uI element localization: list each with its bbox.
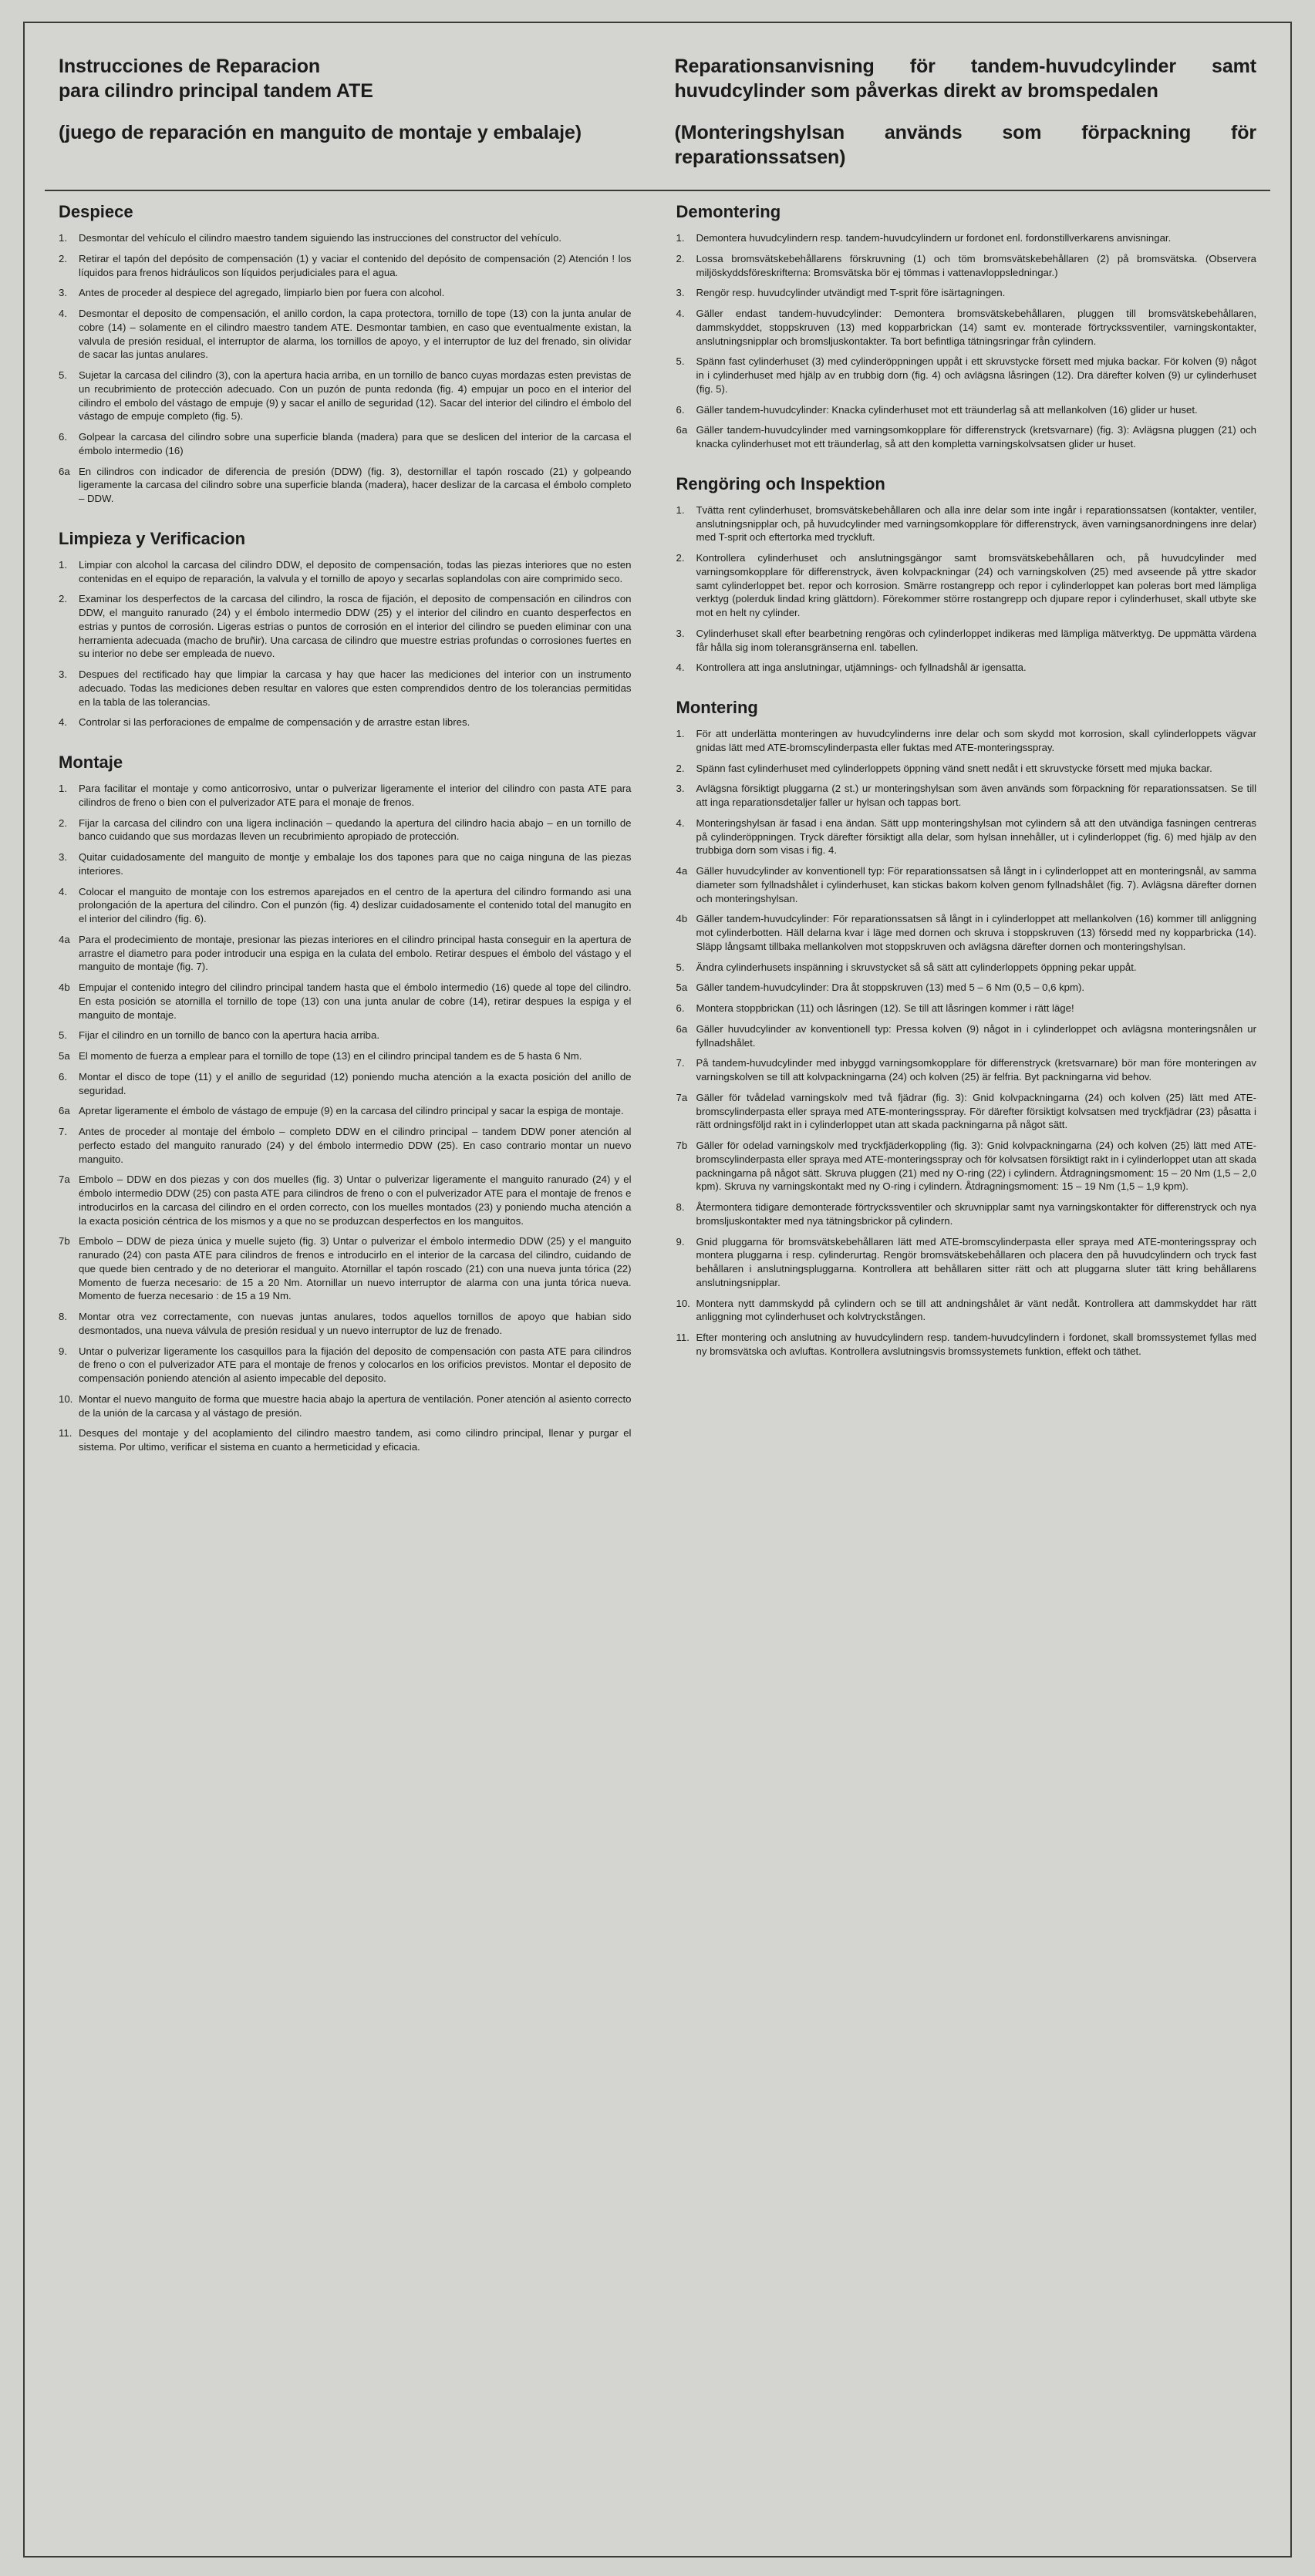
step-item <box>676 1200 1257 1228</box>
step-item <box>676 782 1257 810</box>
step-number: 8. <box>676 1201 685 1213</box>
step-number: 7b <box>59 1235 70 1248</box>
step-item <box>59 716 632 729</box>
step-number: 7a <box>676 1091 688 1103</box>
step-item <box>59 1070 632 1098</box>
step-number: 3. <box>676 783 685 795</box>
step-text: Montera stoppbrickan (11) och låsringen (12). Se till att låsringen kommer i rätt läge! <box>696 1002 1074 1014</box>
section-title: Limpieza y Verificacion <box>59 528 246 548</box>
step-number: 7b <box>676 1140 688 1151</box>
step-number: 3. <box>676 627 685 639</box>
section-title: Montaje <box>59 753 123 772</box>
title-spanish-line2: para cilindro principal tandem ATE <box>59 80 373 102</box>
step-number: 10. <box>676 1297 690 1309</box>
step-item <box>676 231 1257 245</box>
step-number: 1. <box>676 728 685 739</box>
step-item <box>59 369 632 423</box>
step-text: Gäller för odelad varningskolv med tryckfjäderkoppling (fig. 3): Gnid kolvpackningarna (24) och kolven (25) lätt med ATE-bromscylinderpasta eller spraya med ATE-monteringsspray och för kolvsatsen försiktigt rakt in i cylinderloppet utan att skada packningarna på något sätt. Skruva pluggen (21) med ny O-ring (22) i cylindern. Åtdragningsmoment: 15 – 20 Nm (1,5 – 2,0 kpm). Skruva ny varningskontakt med ny O-ring i cylindern. Åtdragningsmoment: 15 – 19 Nm (1,5 – 1,9 kpm). <box>696 1140 1256 1193</box>
step-item <box>676 423 1257 451</box>
section-steps <box>59 231 632 506</box>
step-text: Sujetar la carcasa del cilindro (3), con la apertura hacia arriba, en un tornillo de banco cuyas mordazas esten previstas de un recubrimiento de protección adecuado. Con un puzón de punta redonda (fig. 4) empujar un poco en el interior del cilindro el embolo del vástago de empuje (9) y sacar el anillo de seguridad (12). Sacar del interior del cilindro el émbolo del vástago de empuje completo (fig. 5). <box>79 369 632 423</box>
step-text: Antes de proceder al despiece del agregado, limpiarlo bien por fuera con alcohol. <box>79 287 445 299</box>
subtitle-spanish: (juego de reparación en manguito de montaje y embalaje) <box>59 122 582 143</box>
step-number: 5. <box>676 355 685 368</box>
step-number: 7a <box>59 1174 70 1186</box>
document-sheet <box>23 22 1292 2557</box>
step-text: Kontrollera att inga anslutningar, utjämnings- och fyllnadshål är igensatta. <box>696 662 1027 674</box>
step-number: 5a <box>59 1050 70 1062</box>
step-text: Retirar el tapón del depósito de compensación (1) y vaciar el contenido del depósito de compensación (2) Atención ! los líquidos para frenos hidráulicos son líquidos perjudiciales para el agua. <box>79 252 632 278</box>
step-text: Fijar la carcasa del cilindro con una ligera inclinación – quedando la apertura del cilindro hacia abajo – en un tornillo de banco cuidando que sus mordazas lleven un recubrimiento apropiado de protección. <box>79 817 632 843</box>
step-item <box>59 592 632 661</box>
step-text: Gäller för tvådelad varningskolv med två fjädrar (fig. 3): Gnid kolvpackningarna (24) och kolven (25) lätt med ATE-bromscylinderpasta eller spraya med ATE-monteringsspray. För därefter försiktigt kolvsatsen med tryckfjädrar (23) påsatta i rätt ordningsföljd rakt in i cylinderloppet utan att skada packningarna på något sätt. <box>696 1091 1256 1131</box>
step-item <box>59 933 632 974</box>
step-number: 6. <box>676 403 685 416</box>
step-item <box>59 981 632 1022</box>
subtitle-swedish: (Monteringshylsan används som förpackning för reparationssatsen) <box>674 122 1256 168</box>
header-left <box>59 54 658 170</box>
step-text: Gäller tandem-huvudcylinder med varningsomkopplare för differenstryck (kretsvarnare) (fig. 3): Avlägsna pluggen (21) och knacka cylinderhuset mot ett träunderlag, så att den kompletta varningskolvsatsen glider ur huset. <box>696 424 1256 450</box>
step-number: 2. <box>676 252 685 264</box>
step-text: Demontera huvudcylindern resp. tandem-huvudcylindern ur fordonet enl. fordonstillverkarens anvisningar. <box>696 232 1172 244</box>
section-title: Demontering <box>676 202 781 221</box>
step-item <box>676 1056 1257 1084</box>
step-number: 11. <box>676 1332 690 1343</box>
section-steps <box>676 727 1257 1359</box>
step-text: Montar el nuevo manguito de forma que muestre hacia abajo la apertura de ventilación. Poner atención al asiento correcto de la unión de la carcasa y al vástago de presión. <box>79 1392 632 1419</box>
step-text: Controlar si las perforaciones de empalme de compensación y de arrastre estan libres. <box>79 716 470 729</box>
step-item <box>676 1002 1257 1015</box>
section-steps <box>676 231 1257 451</box>
step-number: 11. <box>59 1427 72 1440</box>
step-item <box>59 1392 632 1420</box>
step-number: 9. <box>59 1345 67 1357</box>
step-text: Efter montering och anslutning av huvudcylindern resp. tandem-huvudcylindern i fordonet, skall bromssystemet fyllas med ny bromsvätska och avluftas. Kontrollera avslutningsvis bromssystemets funktion, effekt och täthet. <box>696 1332 1256 1357</box>
step-number: 5. <box>676 961 685 973</box>
step-item <box>59 465 632 506</box>
step-text: Avlägsna försiktigt pluggarna (2 st.) ur monteringshylsan som även används som förpackning för reparationssatsen. Se till att inga reparationsdetaljer faller ur hylsan och tappas bort. <box>696 783 1256 808</box>
step-text: Ändra cylinderhusets inspänning i skruvstycket så så sätt att cylinderloppets öppning pekar uppåt. <box>696 961 1137 973</box>
step-number: 2. <box>59 817 67 829</box>
step-number: 1. <box>59 558 67 571</box>
step-number: 3. <box>59 668 67 680</box>
step-number: 5a <box>676 982 688 994</box>
step-text: Gäller tandem-huvudcylinder: Knacka cylinderhuset mot ett träunderlag så att mellankolven (16) glider ur huset. <box>696 403 1198 416</box>
step-item <box>676 503 1257 544</box>
title-spanish <box>59 54 638 103</box>
step-number: 4a <box>676 865 688 877</box>
step-item <box>59 1234 632 1303</box>
step-item <box>676 1022 1257 1050</box>
step-text: Desques del montaje y del acoplamiento del cilindro maestro tandem, asi como cilindro principal, llenar y purgar el sistema. Por ultimo, verificar el sistema en cuanto a hermeticidad y eficacia. <box>79 1427 632 1453</box>
step-item <box>676 627 1257 655</box>
step-number: 2. <box>59 252 67 264</box>
step-number: 6a <box>676 1022 688 1035</box>
step-item <box>676 1297 1257 1325</box>
step-text: Golpear la carcasa del cilindro sobre una superficie blanda (madera) para que se deslicen del interior de la carcasa el émbolo intermedio (16) <box>79 431 632 456</box>
step-text: Gnid pluggarna för bromsvätskebehållaren lätt med ATE-bromscylinderpasta eller spraya med ATE-monteringsspray och montera pluggarna i resp. cylinderurtag. Rengör bromsvätskebehållaren och placera den på huvudcylindern och tryck fast behållaren i anslutningspluggarna. Kontrollera att behållaren sitter rätt och att pluggarna sluter tätt kring behållarens anslutningsnipplar. <box>696 1235 1256 1288</box>
section-title: Despiece <box>59 202 133 221</box>
step-item <box>676 1331 1257 1359</box>
step-number: 4a <box>59 933 70 945</box>
step-text: Fijar el cilindro en un tornillo de banco con la apertura hacia arriba. <box>79 1029 379 1042</box>
step-number: 4. <box>676 662 685 674</box>
step-text: Apretar ligeramente el émbolo de vástago de empuje (9) en la carcasa del cilindro principal y sacar la espiga de montaje. <box>79 1105 624 1117</box>
step-number: 4. <box>59 308 67 319</box>
step-number: 9. <box>676 1235 685 1248</box>
step-text: El momento de fuerza a emplear para el tornillo de tope (13) en el cilindro principal tandem es de 5 hasta 6 Nm. <box>79 1050 582 1062</box>
step-item <box>676 912 1257 953</box>
step-text: Återmontera tidigare demonterade förtryckssventiler och skruvnipplar samt nya varningskontakter för differenstryck och nya bromsljuskontakter med nya tätningsbrickor på cylindern. <box>696 1201 1256 1227</box>
step-text: Gäller endast tandem-huvudcylinder: Demontera bromsvätskebehållaren, pluggen till bromsvätskebehållaren, dammskyddet, stoppskruven (13) med kopparbrickan (14) samt ev. monterade förtryckssventiler, varningskontakter, anslutningsnipplar och bromsljuskontakter. Ta bort befintliga tätningsringar från cylindern. <box>696 308 1256 347</box>
step-item <box>59 782 632 810</box>
step-text: Embolo – DDW en dos piezas y con dos muelles (fig. 3) Untar o pulverizar ligeramente el manguito ranurado (24) y el émbolo intermedio DDW (25) con pasta ATE para cilindros de freno o con el pulverizador ATE para el montaje de frenos e introducirlos en la carcasa del cilindro en el orden correcto, con los muelles montados (23) y poniendo mucha atención a la exacta posición céntrica de los mismos y a que no se produzcan desperfectos en los manguitos. <box>79 1174 632 1227</box>
step-number: 7. <box>676 1057 685 1069</box>
step-item <box>676 355 1257 396</box>
step-number: 6. <box>59 431 67 443</box>
section-title: Rengöring och Inspektion <box>676 473 885 493</box>
step-number: 1. <box>59 783 67 794</box>
step-item <box>59 1345 632 1386</box>
step-number: 3. <box>59 851 67 863</box>
step-text: Tvätta rent cylinderhuset, bromsvätskebehållaren och alla inre delar som inte ingår i reparationssatsen (kontakter, ventiler, anslutningsnipplar och, på huvudcylinder med varningsomkopplare för differenstryck, även varningsanordningens inre delar) med T-sprit och eftertorka med tryckluft. <box>696 503 1256 544</box>
step-item <box>59 286 632 300</box>
step-text: En cilindros con indicador de diferencia de presión (DDW) (fig. 3), destornillar el tapón roscado (21) y golpeando ligeramente la carcasa del cilindro sobre una superficie blanda (madera), hacer deslizar de la carcasa el émbolo completo – DDW. <box>79 465 632 504</box>
step-item <box>676 864 1257 905</box>
step-item <box>59 668 632 709</box>
step-number: 5. <box>59 369 67 381</box>
step-text: Empujar el contenido integro del cilindro principal tandem hasta que el émbolo intermedio (16) quede al tope del cilindro. En esta posición se atornilla el tornillo de tope (13) con una junta anular de cobre (14), retirar despues la espiga y el manguito de montaje. <box>79 982 632 1021</box>
step-item <box>676 762 1257 776</box>
document-body <box>45 191 1270 1461</box>
step-text: Antes de proceder al montaje del émbolo – completo DDW en el cilindro principal – tandem DDW poner atención al perfecto estado del manguito ranurado (24) y del émbolo intermedio DDW (25). En caso contrario montar un nuevo manguito. <box>79 1126 632 1165</box>
step-text: Untar o pulverizar ligeramente los casquillos para la fijación del deposito de compensación con pasta ATE para cilindros de freno o con el pulverizador ATE para el montaje de frenos y colocarlos en los orificios previstos. Montar el deposito de compensación poniendo atención al asiento impecable del deposito. <box>79 1345 632 1384</box>
step-item <box>676 286 1257 300</box>
step-text: Para el prodecimiento de montaje, presionar las piezas interiores en el cilindro principal hasta conseguir en la apertura de arrastre el diametro para poder introducir una espiga en la culata del embolo. Retirar despues el émbolo del vástago y el manguito de montaje (fig. 7). <box>79 933 632 973</box>
section-steps <box>59 782 632 1454</box>
step-item <box>59 1173 632 1227</box>
title-swedish: Reparationsanvisning för tandem-huvudcylinder samt huvudcylinder som påverkas direkt av bromspedalen <box>674 56 1256 102</box>
step-text: Gäller tandem-huvudcylinder: För reparationssatsen så långt in i cylinderloppet att mellankolven (16) kommer till anliggning mot cylinderbotten. Häll delarna kvar i läge med dornen och skruva i stoppskruven (13) försedd med ny kopparbricka (14). Släpp långsamt tillbaka mellankolven mot stoppskruven och avlägsna därefter dornen och monteringshylsan. <box>696 913 1256 952</box>
step-number: 2. <box>676 762 685 774</box>
step-text: Spänn fast cylinderhuset (3) med cylinderöppningen uppåt i ett skruvstycke försett med mjuka backar. För kolven (9) något in i cylinderhuset med hjälp av en trubbig dorn (fig. 4) och avlägsna låsringen (12). Dra därefter kolven (9) ur cylinderhuset (fig. 5). <box>696 355 1256 395</box>
step-number: 1. <box>676 232 685 244</box>
step-number: 6. <box>676 1002 685 1014</box>
step-text: Para facilitar el montaje y como anticorrosivo, untar o pulverizar ligeramente el interior del cilindro con pasta ATE para cilindros de freno o bien con el pulverizador ATE para el monaje de frenos. <box>79 783 632 808</box>
step-text: Cylinderhuset skall efter bearbetning rengöras och cylinderloppet indikeras med lämpliga mätverktyg. De uppmätta värdena får hålla sig inom toleransgränserna enl. tabellen. <box>696 627 1256 653</box>
step-number: 6a <box>676 424 688 436</box>
step-number: 6. <box>59 1070 67 1083</box>
step-item <box>676 981 1257 995</box>
step-item <box>59 1310 632 1338</box>
step-text: Quitar cuidadosamente del manguito de montje y embalaje los dos tapones para que no caiga ninguna de las piezas interiores. <box>79 851 632 877</box>
section-steps <box>676 503 1257 675</box>
step-text: Despues del rectificado hay que limpiar la carcasa y hay que hacer las mediciones del interior con un instrumento adecuado. Todas las mediciones deben resultar en valores que esten comprendidos dentro de los tolerancias permitidas en la tabla de las tolerancias. <box>79 668 632 708</box>
step-text: För att underlätta monteringen av huvudcylinderns inre delar och som skydd mot korrosion, skall cylinderloppets vägvar gnidas lätt med ATE-bromscylinderpasta eller fuktas med ATE-monteringsspray. <box>696 728 1256 753</box>
step-text: Gäller huvudcylinder av konventionell typ: För reparationssatsen så långt in i cylinderloppet att en monteringsnål, av samma diameter som fyllnadshålet i cylinderhuset, kan stickas bakom kolven genom fyllnadshålet (fig. 7). Avlägsna därefter dornen och monteringshylsan. <box>696 865 1256 904</box>
step-item <box>676 1235 1257 1290</box>
step-text: Embolo – DDW de pieza única y muelle sujeto (fig. 3) Untar o pulverizar el émbolo intermedio DDW (25) y el manguito ranurado (24) con pasta ATE para cilindros de frenos e introducirlo en el interior de la carcasa del cilindro, cuidando de que quede bien centrado y de no deteriorar el manguito. Atornillar el tapón roscado (21) con una nueva junta tórica (22) Momento de fuerza necesario: de 15 a 20 Nm. Atornillar un nuevo interruptor de alarma con una junta tórica nueva. Momento de fuerza necesario : de 15 a 19 Nm. <box>79 1235 632 1302</box>
step-item <box>59 1426 632 1454</box>
step-text: Montar el disco de tope (11) y el anillo de seguridad (12) poniendo mucha atención a la exacta posición del anillo de seguridad. <box>79 1070 632 1096</box>
step-number: 4. <box>676 817 685 829</box>
section-steps <box>59 558 632 729</box>
step-item <box>676 1091 1257 1132</box>
step-text: Rengör resp. huvudcylinder utvändigt med T-sprit före isärtagningen. <box>696 287 1006 299</box>
step-number: 7. <box>59 1126 67 1137</box>
step-item <box>59 430 632 458</box>
header-right <box>658 54 1257 170</box>
step-number: 8. <box>59 1311 67 1322</box>
step-item <box>676 307 1257 348</box>
step-number: 4b <box>59 982 70 993</box>
step-number: 6a <box>59 465 70 477</box>
step-item <box>676 1139 1257 1194</box>
step-item <box>676 551 1257 620</box>
step-item <box>676 817 1257 857</box>
column-spanish <box>59 202 658 1461</box>
step-item <box>676 403 1257 417</box>
step-text: Gäller huvudcylinder av konventionell typ: Pressa kolven (9) något in i cylinderloppet och avlägsna monteringsnålen ur fyllnadshålet. <box>696 1022 1256 1049</box>
step-item <box>676 661 1257 675</box>
step-number: 1. <box>676 503 685 516</box>
step-item <box>59 1049 632 1063</box>
section-title: Montering <box>676 698 758 717</box>
step-text: Examinar los desperfectos de la carcasa del cilindro, la rosca de fijación, el deposito de compensación en cilindros con DDW, el manguito ranurado (24) y el émbolo intermedio DDW (25) y el interior del cilindro en cuanto desperfectos en estrias y puntos de corrosión. Ligeras estrias o puntos de corrosión en el interior del cilindro se pueden eliminar con una herramienta adecuada (macho de bruñir). Una carcasa de cilindro que muestre estrias profundas o corrosiones fuertes en su interior no debe ser empleada de nuevo. <box>79 593 632 660</box>
step-text: Monteringshylsan är fasad i ena ändan. Sätt upp monteringshylsan mot cylindern så att den utvändiga fasningen centreras på cylinderöppningen. Tryck därefter försiktigt alla delar, som hylsan innehåller, ut i cylinderloppet (fig. 6) med hjälp av den trubbiga dorn som visas i fig. 4. <box>696 817 1256 857</box>
step-text: Kontrollera cylinderhuset och anslutningsgängor samt bromsvätskebehållaren och, på huvudcylinder med varningsomkopplare för differenstryck, även kolvpackningar (24) och varningskolven (25) med avseende på yttre skador samt cylinderloppet bet. repor och korrosion. Smärre rostangrepp och repor i cylinderloppet kan poleras bort med lämpliga verktyg (polerduk lindad kring glättdorn). Förekommer större rostangrepp och djupare repor i cylinderhuset, skall utbyte ske mot en helt ny cylinder. <box>696 552 1256 618</box>
step-number: 4. <box>676 308 685 319</box>
step-text: Montar otra vez correctamente, con nuevas juntas anulares, todos aquellos tornillos de apoyo que habian sido desmontados, una nueva válvula de presión residual y un nuevo interruptor de luz de frenado. <box>79 1311 632 1336</box>
step-item <box>59 1029 632 1042</box>
step-text: Colocar el manguito de montaje con los estremos aparejados en el centro de la apertura del cilindro formando asi una prolongación de la apertura del cilindro. Con el punzón (fig. 4) deslizar cuidadosamente el contenido total del manugito en el interior del cilindro (fig. 6). <box>79 885 632 924</box>
step-item <box>59 885 632 926</box>
step-number: 4. <box>59 716 67 729</box>
step-item <box>59 817 632 844</box>
step-item <box>676 961 1257 975</box>
step-item <box>676 727 1257 755</box>
step-item <box>676 252 1257 280</box>
document-header <box>45 40 1270 177</box>
step-text: Limpiar con alcohol la carcasa del cilindro DDW, el deposito de compensación, todas las piezas interiores que no esten contenidas en el equipo de reparación, la valvula y el tornillo de apoyo y secarlas soplandolas con aire comprimido seco. <box>79 558 632 584</box>
step-number: 3. <box>59 287 67 299</box>
step-number: 6a <box>59 1105 70 1117</box>
step-text: På tandem-huvudcylinder med inbyggd varningsomkopplare för differenstryck (kretsvarnare) bör man före monteringen av varningskolven se till att kolvpackningarna (24) och kolven (25) är felfria. Byt packningarna vid behov. <box>696 1057 1256 1083</box>
step-text: Gäller tandem-huvudcylinder: Dra åt stoppskruven (13) med 5 – 6 Nm (0,5 – 0,6 kpm). <box>696 982 1085 994</box>
step-text: Lossa bromsvätskebehållarens förskruvning (1) och töm bromsvätskebehållaren (2) på bromsvätska. (Observera miljöskyddsföreskrifterna: Bromsvätska bör ej tömmas i vattenavloppsledningar.) <box>696 252 1256 278</box>
step-number: 2. <box>676 552 685 564</box>
step-item <box>59 1125 632 1166</box>
step-text: Montera nytt dammskydd på cylindern och se till att andningshålet är vänt nedåt. Kontrollera att dammskyddet har rätt anliggning mot cylinderhuset och kolvtryckstången. <box>696 1297 1256 1323</box>
title-spanish-line1: Instrucciones de Reparacion <box>59 56 321 77</box>
step-text: Desmontar el deposito de compensación, el anillo cordon, la capa protectora, tornillo de tope (13) con la junta anular de cobre (14) – solamente en el cilindro maestro tandem ATE. Desmontar tambien, en caso que eventualmente existan, la valvula de presión residual, el interruptor de alarma, los tornillos de apoyo, y el interruptor de luz del frenado, sin olividar de sacar las juntas anulares. <box>79 308 632 361</box>
step-item <box>59 252 632 280</box>
step-item <box>59 1104 632 1118</box>
column-swedish <box>658 202 1257 1461</box>
step-number: 2. <box>59 593 67 605</box>
step-text: Spänn fast cylinderhuset med cylinderloppets öppning vänd snett nedåt i ett skruvstycke försett med mjuka backar. <box>696 762 1212 774</box>
step-number: 5. <box>59 1029 67 1042</box>
step-item <box>59 850 632 878</box>
step-number: 3. <box>676 287 685 299</box>
step-text: Desmontar del vehículo el cilindro maestro tandem siguiendo las instrucciones del constructor del vehículo. <box>79 232 561 244</box>
step-number: 4. <box>59 885 67 897</box>
step-item <box>59 307 632 362</box>
step-number: 4b <box>676 913 688 925</box>
step-number: 1. <box>59 232 67 244</box>
step-item <box>59 558 632 586</box>
step-number: 10. <box>59 1392 73 1405</box>
step-item <box>59 231 632 245</box>
